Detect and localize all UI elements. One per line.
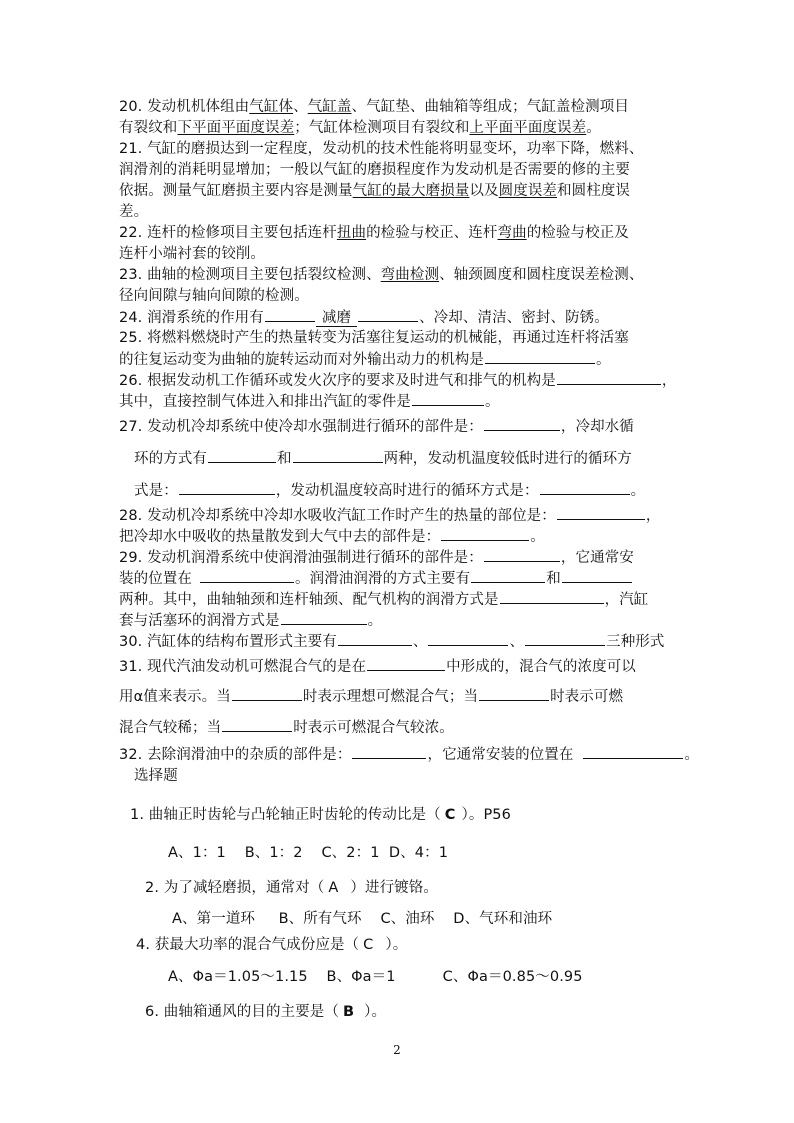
- fill-blank: [441, 526, 529, 541]
- choice-1-options: A、1：1 B、1：2 C、2：1 D、4：1: [168, 845, 449, 861]
- q26-line-2: 其中，直接控制气体进入和排出汽缸的零件是 。: [119, 391, 500, 412]
- q28-line-1: 28. 发动机冷却系统中冷却水吸收汽缸工作时产生的热量的部位是： ，: [119, 505, 660, 526]
- fill-blank: [338, 631, 412, 646]
- choice-4-options: A、Φa＝1.05～1.15 B、Φa＝1 C、Φa＝0.85～0.95: [168, 969, 583, 985]
- q22-line-1: 22. 连杆的检修项目主要包括连杆扭曲的检验与校正、连杆弯曲的检验与校正及: [119, 225, 629, 241]
- fill-blank: [471, 568, 545, 583]
- fill-blank: [352, 744, 426, 759]
- choice-answer: A: [328, 880, 339, 896]
- fill-blank: [540, 480, 630, 495]
- q27-line-1: 27. 发动机冷却系统中使冷却水强制进行循环的部件是： ，冷却水循: [119, 416, 634, 437]
- page-number: 2: [393, 1043, 401, 1057]
- q28-line-2: 把冷却水中吸收的热量散发到大气中去的部件是： 。: [119, 526, 545, 547]
- q32-line: 32. 去除润滑油中的杂质的部件是： ，它通常安装的位置在 。: [119, 744, 699, 765]
- q25-line-1: 25. 将燃料燃烧时产生的热量转变为活塞往复运动的机械能，再通过连杆将活塞: [119, 330, 629, 346]
- q27-line-3: 式是： ，发动机温度较高时进行的循环方式是： 。: [134, 480, 645, 501]
- fill-blank: [222, 717, 292, 732]
- q22-line-2: 连杆小端衬套的铰削。: [119, 246, 265, 262]
- q31-line-3: 混合气较稀；当 时表示可燃混合气较浓。: [119, 717, 454, 738]
- q26-line-1: 26. 根据发动机工作循环或发火次序的要求及时进气和排气的机构是 ，: [119, 370, 676, 391]
- choice-2-options: A、第一道环 B、所有气环 C、油环 D、气环和油环: [172, 911, 553, 927]
- fill-blank: [484, 547, 560, 562]
- fill-blank: [562, 568, 632, 583]
- answer-underlined: 弯曲: [497, 225, 527, 241]
- fill-blank: [583, 744, 683, 759]
- q27-line-2: 环的方式有 和 两种，发动机温度较低时进行的循环方: [134, 448, 632, 469]
- fill-blank: [428, 631, 508, 646]
- q29-line-3: 两种。其中，曲轴轴颈和连杆轴颈、配气机构的润滑方式是 ，汽缸: [119, 589, 648, 610]
- choice-1-stem: 1. 曲轴正时齿轮与凸轮轴正时齿轮的传动比是（ C ）。P56: [130, 807, 511, 823]
- fill-blank: [265, 307, 315, 322]
- answer-underlined: 弯曲检测: [380, 267, 440, 283]
- choice-answer: C: [444, 807, 456, 823]
- q20-line-1: 20. 发动机机体组由气缸体、气缸盖、气缸垫、曲轴箱等组成；气缸盖检测项目: [119, 99, 629, 115]
- choice-answer: C: [363, 937, 374, 953]
- fill-blank: [208, 448, 276, 463]
- q29-line-1: 29. 发动机润滑系统中使润滑油强制进行循环的部件是： ，它通常安: [119, 547, 634, 568]
- q31-line-2: 用α值来表示。当 时表示理想可燃混合气；当 时表示可燃: [119, 686, 623, 707]
- section-title: 选择题: [134, 768, 178, 784]
- q31-line-1: 31. 现代汽油发动机可燃混合气的是在 中形成的，混合气的浓度可以: [119, 656, 636, 677]
- q20-line-2: 有裂纹和下平面平面度误差；气缸体检测项目有裂纹和上平面平面度误差。: [119, 120, 601, 136]
- q23-line-2: 径向间隙与轴向间隙的检测。: [119, 288, 309, 304]
- fill-blank: [358, 307, 418, 322]
- q30-line: 30. 汽缸体的结构布置形式主要有 、 、 三种形式: [119, 631, 665, 652]
- q29-line-2: 装的位置在 。润滑油润滑的方式主要有 和: [119, 568, 633, 589]
- choice-answer: B: [342, 1004, 355, 1020]
- q23-line-1: 23. 曲轴的检测项目主要包括裂纹检测、弯曲检测、轴颈圆度和圆柱度误差检测、: [119, 267, 644, 283]
- answer-underlined: 减磨: [316, 310, 357, 327]
- fill-blank: [557, 370, 661, 385]
- fill-blank: [485, 349, 595, 364]
- answer-underlined: 气缸的最大磨损量: [352, 183, 470, 199]
- choice-2-stem: 2. 为了减轻磨损，通常对（ A ）进行镀铬。: [145, 880, 438, 896]
- q21-line-1: 21. 气缸的磨损达到一定程度，发动机的技术性能将明显变坏，功率下降，燃料、: [119, 141, 644, 157]
- answer-underlined: 气缸盖: [307, 99, 352, 115]
- q25-line-2: 的往复运动变为曲轴的旋转运动而对外输出动力的机构是 。: [119, 349, 611, 370]
- fill-blank: [293, 448, 383, 463]
- fill-blank: [484, 416, 560, 431]
- q21-line-4: 差。: [119, 204, 149, 220]
- fill-blank: [281, 610, 367, 625]
- answer-underlined: 上平面平面度误差: [469, 120, 587, 136]
- fill-blank: [500, 589, 604, 604]
- fill-blank: [179, 480, 275, 495]
- fill-blank: [557, 505, 645, 520]
- answer-underlined: 圆度误差: [498, 183, 558, 199]
- fill-blank: [525, 631, 605, 646]
- fill-blank: [200, 568, 294, 583]
- answer-underlined: 扭曲: [336, 225, 367, 241]
- answer-underlined: 下平面平面度误差: [177, 120, 295, 136]
- fill-blank: [367, 656, 445, 671]
- fill-blank: [232, 686, 302, 701]
- q21-line-2: 润滑剂的消耗明显增加；一般以气缸的磨损程度作为发动机是否需要的修的主要: [119, 162, 630, 178]
- choice-6-stem: 6. 曲轴箱通风的目的主要是（ B ）。: [145, 1004, 387, 1020]
- q24-line: 24. 润滑系统的作用有 减磨 、冷却、清洁、密封、防锈。: [119, 307, 609, 328]
- q29-line-4: 套与活塞环的润滑方式是 。: [119, 610, 382, 631]
- q21-line-3: 依据。测量气缸磨损主要内容是测量气缸的最大磨损量以及圆度误差和圆柱度误: [119, 183, 631, 199]
- fill-blank: [479, 686, 549, 701]
- fill-blank: [412, 391, 484, 406]
- answer-underlined: 气缸体: [249, 99, 294, 115]
- choice-4-stem: 4. 获最大功率的混合气成份应是（ C ）。: [136, 937, 408, 953]
